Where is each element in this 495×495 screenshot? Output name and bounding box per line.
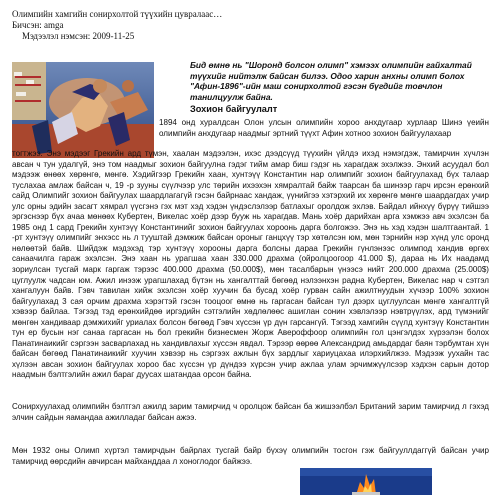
article-date: Мэдээлэл нэмсэн: 2009-11-25 xyxy=(22,31,135,41)
article-author: Бичсэн: amga xyxy=(12,20,64,30)
runners-photo xyxy=(12,62,154,158)
olympic-flame-photo xyxy=(300,468,432,495)
section-heading: Зохион байгуулалт xyxy=(190,104,278,114)
article-intro: Бид өмнө нь "Шоронд болсон олимп" хэмээх олимпийн гайхалтай түүхийг нийтэлж байсан билээ. Одоо харин анхны олимп болох "Афин-1896"-ийн маш сонирхолтой гэсэн бүгдийг товчлон танилцуулж байна. xyxy=(190,60,472,102)
olympic-flame-illustration xyxy=(300,468,432,495)
runners-illustration xyxy=(12,62,154,158)
article-title: Олимпийн хамгийн сонирхолтой түүхийн цувралаас… xyxy=(12,9,223,19)
article-paragraph-2: Сонирхуулахад олимпийн бэлтгэл ажилд зарим тамирчид ч оролцож байсан ба жишээлбэл Британий зарим тамирчид л гэхэд элчин сайдын яамандаа ажилладаг байсан ажээ. xyxy=(12,402,489,422)
article-paragraph-3: Мөн 1932 оны Олимп хүртэл тамирчдын байрлах тусгай байр бүхэү олимпийн тосгон гэж байгууллдаггүй байсан учир тамирчид өөрсдийн авчирсан майханддаа л хоноглодог байжээ. xyxy=(12,446,489,466)
article-meta xyxy=(12,9,472,42)
article-body-part1: 1894 онд хуралдсан Олон улсын олимпийн хороо анхдугаар хурлаар Шинэ үеийн олимпийн анхдугаар наадмыг эртний түүхт Афин хотноо зохион байгуулахаар xyxy=(159,118,489,138)
article-body-part2: тогтжээ. Энэ мэдээг Грекийн ард түмэн, хаалан мэдээлэн, ихэс дээдсүүд түүхийн үйлдэ ихэд нэмэгдэж, тамирчин хүчлэн авсан ч тун удалгүй, энэ том наадмыг зохион байгуулна гэдэг тийм амар биш гэдэг нь харагдаж эхэлжээ. Энхий асуудал бол мэдээж өнөөх хөрөнгө, мөнгө. Хэдийгээр Грекийн хаан, хунтэүү Константин нар олимпийг зохион байгуулахад бүх талаар туслахаа амлаж байсан ч, 19 -р зууны сүүлчээр улс төрийн ихээхэн хямралтай байж таарсан ба шинээр гарч ирсэн ерөнхий сайд Олимпийг зохион байгуулах шаардлагагүй гэсэн байрнаас хандаж, үүнийгээ хэтэрхий их хөрөнгө мөнгө шаардагдах учир улс орны эдийн засагт хямрал үүсгэнэ гэх мэт хэд хэдэн үндэслэлээр батлахыг оролдож эхлэв. Байдал ийнхүү бүрүү тийшээ эргэснээр бүх ачаа мөнөөх Кубертен, Викелас хоёр дээр бууж нь харагдав. Мань хоёр дарийхан арга хэмжээ авч эхэлсэн ба 1985 онд 1 сард Грекийн хунтэүү Константинийг зохион байгуулах хороонь дарга болгожээ. Энэ нь хэд хэдэн шалтгаантай. 1 -рт хунтэүү олимпийг энхэсс нь л тууштай дэмжиж байсан ороныг ганцхүү тэр хөтөлсэн юм, мөн тэрнийн нэр хүнд улс оронд нөлөөтэй байв. Шийдэж мэдэхэд тэр хунтэүү хорооны дарга болсны дараа Грекийн гүнлэнээс олимпод хандив өргөх санаачилга гараж эхэлсэн. Энэ хаан нь урагшаа хаан 330.000 драхма (ойролцоогоор 41.000 $), дараа нь Их наадамд зориулсан тусгай марк гаргаж тэрээс 400.000 драхма (50.000$), мөн тасалбарын үнээсэ нийт 200.000 драхма (25.000$) цуглуулж чадсан юм. Ажил инээж урагшлахад бүтэн нь хангалттай бөгөөд нэлээнхэн радна Кубертен, Викелас нар ч сэтгэл хангалуун байв. Гэвч тавилан хийж эхэлсэн хоёр хуучин ба бусад хоёр гурван сайн ажилтнуудын хүчээр 100% зохион байгуулахад 3 сая орчим драхма хэрэгтэй гэсэн тооцоог өмнө нь гаргасан байсан тул дээрх цуглуулсан мөнгө хангалтгүй хэвээр байлаа. Тэгээд тэд ерөнхийдөө иргэдийн сэтгэлийн хөдлөлөөс ашиглан сонин хэвлэлээр нэвтрүүлэх, ард түмэнийг мөнгөн хандиваар дэмжихийг уриалах болсон бөгөөд Гэвч хүссэн үр дүн гарсангүй. Тэгээд хамгийн сүүлд хунтэүү Константин тун ер бусын нэг санаа гаргасан нь бол грекийн бизнесмен Жорж Авероффоор олимпийн гол цэнгэлдэх хүрээлэн болох Панатинаикийг сэргээн засварлахад нь хандивлахыг хүссэн явдал. Тэрээр өөрөө Александрид амьдардаг баян тэрбумтан хүн байсан бөгөөд Панатинаикийг хуучин хэвээр нь сэргээх ажлын бүх зардлыг хариуцахаа илэрхийлжээ. Мэдээж уухайн тас хүлээн авсан зохион байгуулах хороо бас хүссэн үр дүндээ хүрсэн учир ажлаа улам эрчимжүүлсээр хэдхэн сарын дотор наадмын бэлтгэлийн ажил бараг дуусах шатандаа орсон байна. xyxy=(12,149,489,380)
